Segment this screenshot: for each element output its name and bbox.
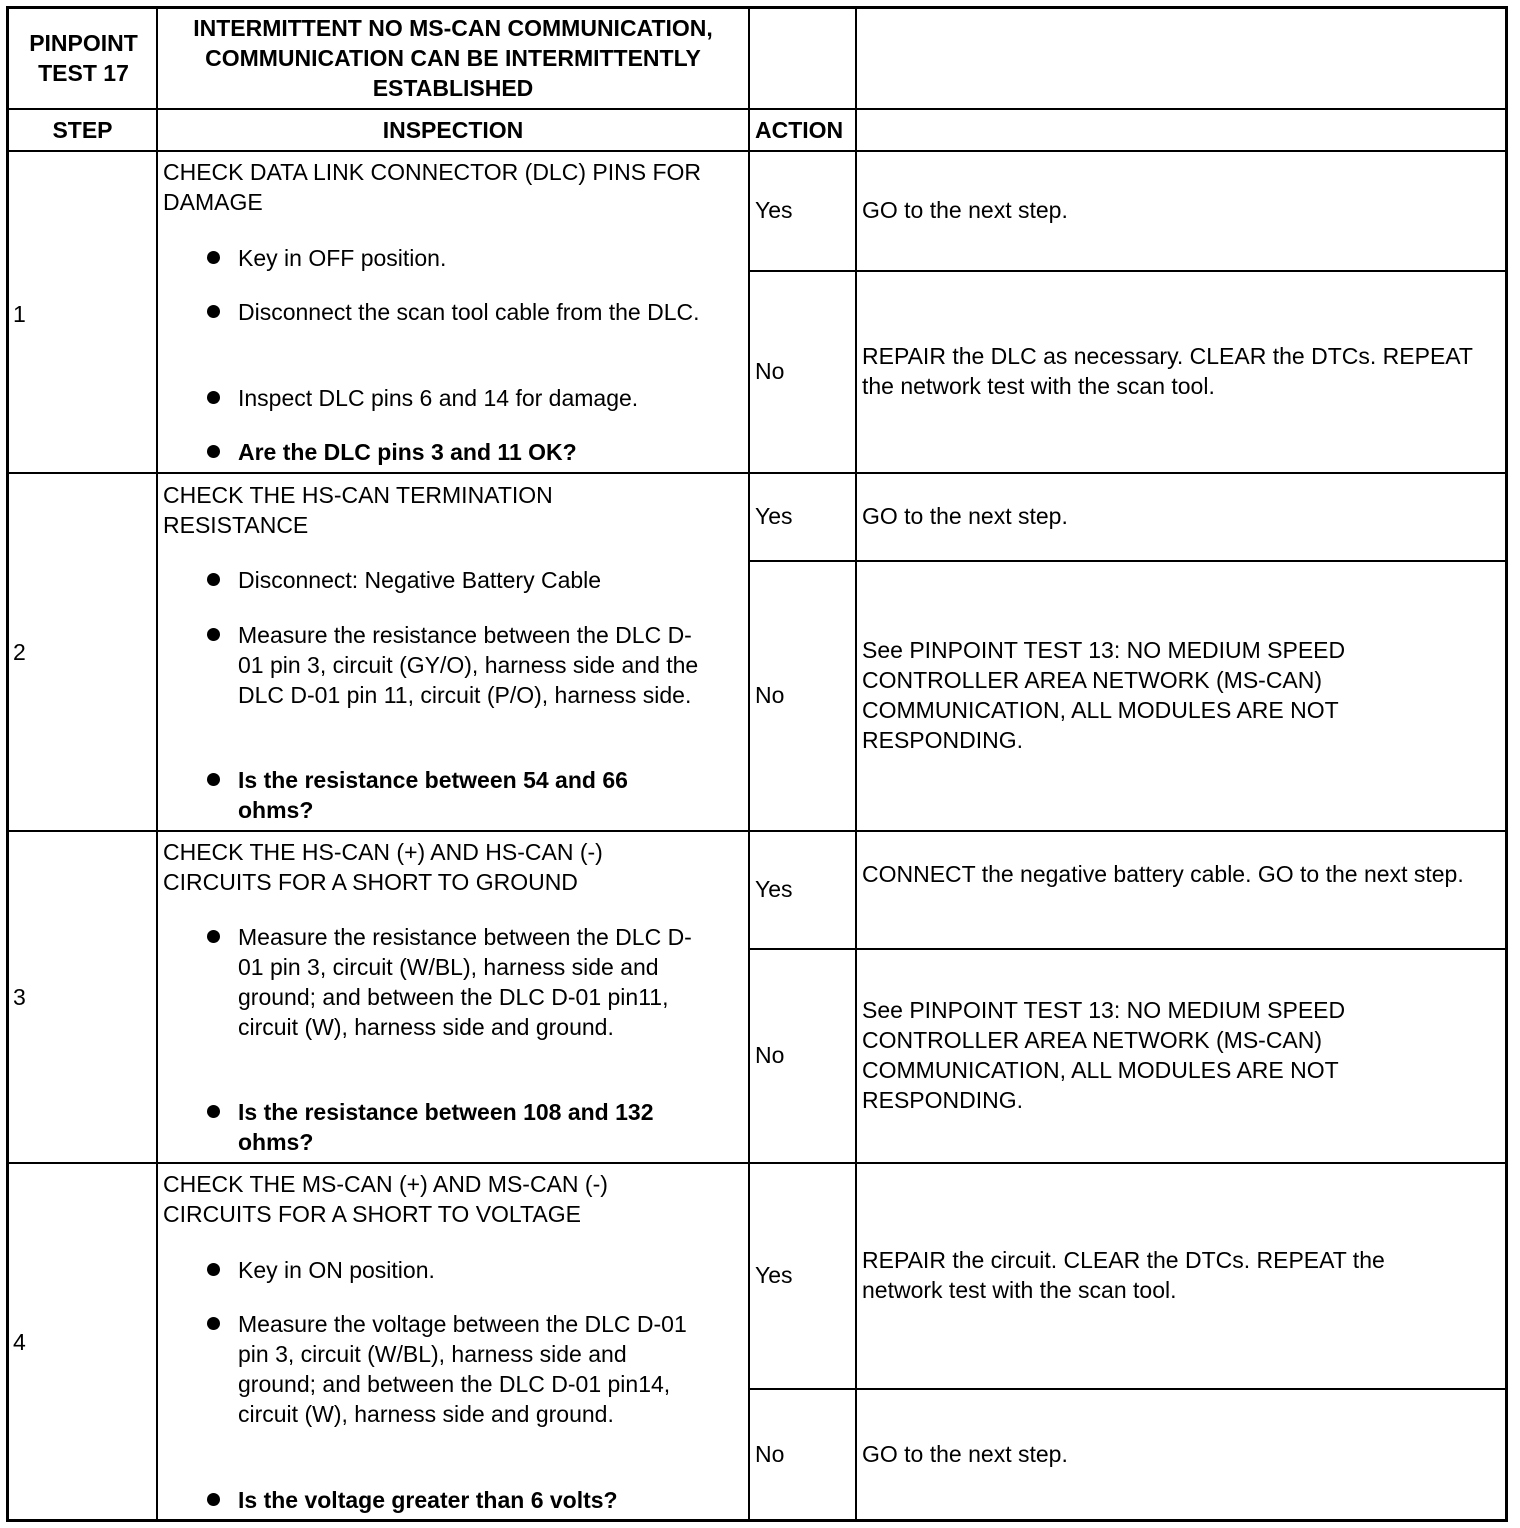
rule-step1-yes-no [748,270,1505,272]
bullet-text: Key in OFF position. [238,245,447,271]
bullet-item [238,383,708,413]
step-number: 2 [13,639,26,665]
bullet-dot-icon [207,1263,220,1276]
bullet-item [238,1255,708,1285]
step-heading: CHECK THE HS-CAN TERMINATION RESISTANCE [163,482,553,538]
bullet-dot-icon [207,445,220,458]
rule-columns-bottom [9,150,1505,152]
action-answer-no: No [755,358,785,384]
bullet-item [238,922,708,1042]
step-number: 1 [13,301,26,327]
rule-col-step [156,9,158,1519]
rule-step2-bottom [9,830,1505,832]
bullet-dot-icon [207,1493,220,1506]
action-answer-no: No [755,682,785,708]
bullet-item [238,1309,708,1429]
action-result: REPAIR the circuit. CLEAR the DTCs. REPEAT the network test with the scan tool. [862,1247,1385,1303]
action-answer-yes: Yes [755,503,793,529]
column-header-step: STEP [52,117,113,143]
bullet-item [238,297,708,327]
bullet-text: Measure the voltage between the DLC D-01 pin 3, circuit (W/BL), harness side and ground; and between the DLC D-01 pin14, circuit (W), harness side and ground. [238,1311,687,1427]
bullet-text: Disconnect: Negative Battery Cable [238,567,602,593]
action-answer-yes: Yes [755,876,793,902]
bullet-item [238,620,708,710]
rule-header-bottom [9,108,1505,110]
action-result: CONNECT the negative battery cable. GO to the next step. [862,861,1464,887]
bullet-text: Disconnect the scan tool cable from the DLC. [238,299,700,325]
bullet-dot-icon [207,1317,220,1330]
bullet-text: Is the resistance between 108 and 132 ohms? [238,1099,654,1155]
bullet-dot-icon [207,1105,220,1118]
bullet-dot-icon [207,305,220,318]
bullet-dot-icon [207,628,220,641]
pinpoint-test-table [6,6,1508,1522]
bullet-item [238,565,708,595]
action-answer-yes: Yes [755,197,793,223]
action-result: GO to the next step. [862,1441,1068,1467]
rule-step3-bottom [9,1162,1505,1164]
bullet-item-question [238,1097,708,1157]
test-title: INTERMITTENT NO MS-CAN COMMUNICATION, COMMUNICATION CAN BE INTERMITTENTLY ESTABLISHED [193,15,713,101]
action-answer-yes: Yes [755,1262,793,1288]
action-result: See PINPOINT TEST 13: NO MEDIUM SPEED CONTROLLER AREA NETWORK (MS-CAN) COMMUNICATION, ALL MODULES ARE NOT RESPONDING. [862,637,1346,753]
step-heading: CHECK THE MS-CAN (+) AND MS-CAN (-) CIRCUITS FOR A SHORT TO VOLTAGE [163,1171,608,1227]
rule-col-action [855,9,857,1519]
bullet-item-question [238,765,708,825]
rule-col-inspection [748,9,750,1519]
bullet-item-question [238,1485,708,1515]
action-result: GO to the next step. [862,197,1068,223]
step-heading: CHECK THE HS-CAN (+) AND HS-CAN (-) CIRCUITS FOR A SHORT TO GROUND [163,839,603,895]
column-header-inspection: INSPECTION [382,117,524,143]
bullet-dot-icon [207,773,220,786]
bullet-text: Measure the resistance between the DLC D-01 pin 3, circuit (GY/O), harness side and the DLC D-01 pin 11, circuit (P/O), harness side. [238,622,699,708]
bullet-item-question [238,437,708,467]
action-answer-no: No [755,1042,785,1068]
bullet-text: Inspect DLC pins 6 and 14 for damage. [238,385,639,411]
bullet-text: Is the resistance between 54 and 66 ohms? [238,767,628,823]
bullet-dot-icon [207,251,220,264]
action-answer-no: No [755,1441,785,1467]
bullet-dot-icon [207,573,220,586]
bullet-text: Measure the resistance between the DLC D-01 pin 3, circuit (W/BL), harness side and ground; and between the DLC D-01 pin11, circuit (W), harness side and ground. [238,924,692,1040]
step-number: 3 [13,984,26,1010]
rule-step2-yes-no [748,560,1505,562]
bullet-item [238,243,708,273]
action-result: REPAIR the DLC as necessary. CLEAR the DTCs. REPEAT the network test with the scan tool. [862,343,1473,399]
bullet-dot-icon [207,930,220,943]
action-result: See PINPOINT TEST 13: NO MEDIUM SPEED CONTROLLER AREA NETWORK (MS-CAN) COMMUNICATION, ALL MODULES ARE NOT RESPONDING. [862,997,1346,1113]
rule-step4-yes-no [748,1388,1505,1390]
step-number: 4 [13,1329,26,1355]
step-heading: CHECK DATA LINK CONNECTOR (DLC) PINS FOR DAMAGE [163,159,702,215]
bullet-text: Key in ON position. [238,1257,435,1283]
rule-step1-bottom [9,472,1505,474]
pinpoint-test-label: PINPOINT TEST 17 [29,30,138,86]
action-result: GO to the next step. [862,503,1068,529]
bullet-text: Is the voltage greater than 6 volts? [238,1487,618,1513]
rule-step3-yes-no [748,948,1505,950]
column-header-action: ACTION [755,117,844,143]
bullet-dot-icon [207,391,220,404]
bullet-text: Are the DLC pins 3 and 11 OK? [238,439,577,465]
